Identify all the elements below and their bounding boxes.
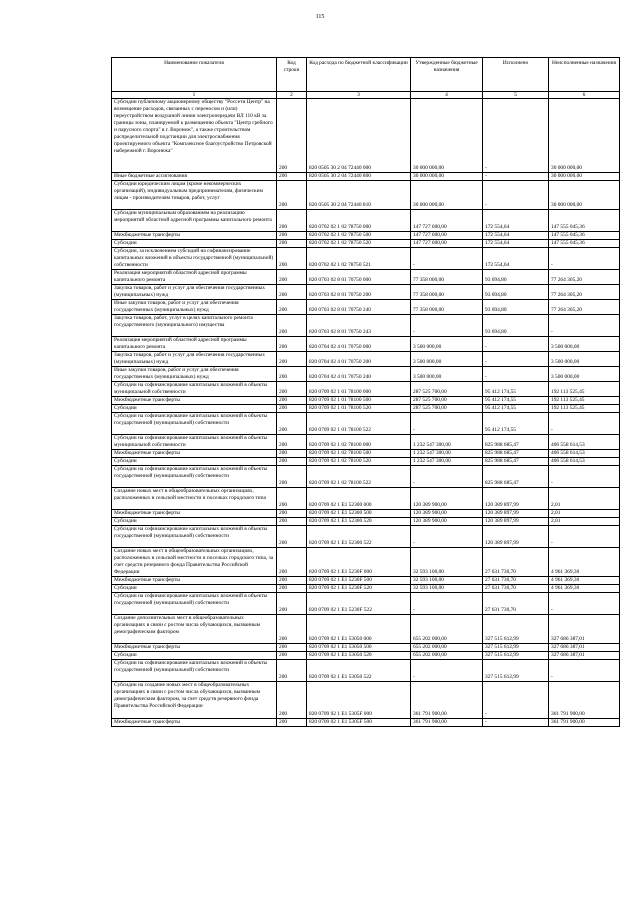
row-executed: 120 389 897,99 — [483, 526, 549, 548]
row-approved: 120 389 900,00 — [411, 518, 483, 526]
row-code: 200 — [277, 367, 307, 382]
row-approved: 287 525 700,00 — [411, 405, 483, 413]
row-approved: - — [411, 593, 483, 615]
table-row — [112, 458, 620, 466]
row-name: Реализация мероприятий областной адресной программы капитального ремонта — [112, 337, 277, 352]
row-approved: 1 232 547 300,00 — [411, 435, 483, 450]
row-executed: 93 694,80 — [483, 270, 549, 285]
row-code: 200 — [277, 181, 307, 210]
table-row — [112, 593, 620, 615]
row-approved: 30 000 000,00 — [411, 173, 483, 181]
table-row — [112, 644, 620, 652]
row-executed: 825 988 685,47 — [483, 450, 549, 458]
row-executed: 95 412 174,55 — [483, 405, 549, 413]
table-row — [112, 435, 620, 450]
table-row — [112, 352, 620, 367]
row-classification: 820 0709 02 1 E1 52300 500 — [307, 510, 411, 518]
row-unexecuted: - — [549, 315, 620, 337]
row-code: 200 — [277, 397, 307, 405]
row-classification: 820 0709 02 1 E1 5230F 520 — [307, 585, 411, 593]
row-classification: 820 0709 02 1 02 78100 520 — [307, 458, 411, 466]
row-code: 200 — [277, 315, 307, 337]
row-approved: - — [411, 248, 483, 270]
row-unexecuted: 2,01 — [549, 510, 620, 518]
row-executed: 120 389 897,99 — [483, 488, 549, 510]
row-approved: 147 727 600,00 — [411, 232, 483, 240]
table-row — [112, 181, 620, 210]
row-executed: 327 515 612,99 — [483, 652, 549, 660]
row-name: Создание новых мест в общеобразовательных организациях, расположенных в сельской местности и поселках городского типа — [112, 488, 277, 510]
row-classification: 820 0709 02 1 E1 5305F 500 — [307, 719, 411, 727]
table-body — [112, 99, 620, 727]
row-name: Субсидии — [112, 518, 277, 526]
row-executed: 327 515 612,99 — [483, 615, 549, 644]
row-unexecuted: 4 961 369,30 — [549, 548, 620, 577]
row-unexecuted: 406 558 614,53 — [549, 458, 620, 466]
row-code: 200 — [277, 458, 307, 466]
row-unexecuted: 361 791 900,00 — [549, 719, 620, 727]
row-name: Закупка товаров, работ и услуг для обеспечения государственных (муниципальных) нужд — [112, 352, 277, 367]
row-name: Субсидии на создание новых мест в общеобразовательных организациях в связи с ростом числа обучающихся, вызванным демографическим фактором, за счет средств резервного фонда Правительства Российской Федерации — [112, 682, 277, 719]
row-executed: 93 694,80 — [483, 300, 549, 315]
row-code: 200 — [277, 682, 307, 719]
row-classification: 820 0505 30 2 04 72440 000 — [307, 99, 411, 173]
row-name: Межбюджетные трансферты — [112, 644, 277, 652]
row-approved: 1 232 547 300,00 — [411, 450, 483, 458]
table-row — [112, 210, 620, 232]
table-row — [112, 585, 620, 593]
row-executed: 172 554,64 — [483, 232, 549, 240]
table-row — [112, 397, 620, 405]
row-executed: - — [483, 337, 549, 352]
table-row — [112, 285, 620, 300]
row-approved: 120 389 900,00 — [411, 510, 483, 518]
page-number: 115 — [315, 14, 325, 20]
row-name: Субсидии на софинансирование капитальных вложений в объекты муниципальной собственности — [112, 435, 277, 450]
row-name: Межбюджетные трансферты — [112, 232, 277, 240]
row-executed: 172 554,64 — [483, 210, 549, 232]
row-approved: - — [411, 660, 483, 682]
row-unexecuted: 192 113 525,45 — [549, 405, 620, 413]
row-executed: - — [483, 181, 549, 210]
row-classification: 820 0709 02 1 E1 53050 000 — [307, 615, 411, 644]
row-approved: 147 727 600,00 — [411, 240, 483, 248]
table-row — [112, 300, 620, 315]
table-row — [112, 315, 620, 337]
column-header-executed: Исполнено — [483, 58, 549, 92]
table-row — [112, 248, 620, 270]
row-unexecuted: 3 500 000,00 — [549, 367, 620, 382]
row-name: Субсидии — [112, 405, 277, 413]
row-name: Межбюджетные трансферты — [112, 510, 277, 518]
row-classification: 820 0709 02 1 02 78100 522 — [307, 466, 411, 488]
row-code: 200 — [277, 99, 307, 173]
row-executed: - — [483, 352, 549, 367]
row-name: Закупка товаров, работ, услуг в целях капитального ремонта государственного (муниципального) имущества — [112, 315, 277, 337]
row-unexecuted: - — [549, 660, 620, 682]
row-name: Иные бюджетные ассигнования — [112, 173, 277, 181]
row-code: 200 — [277, 652, 307, 660]
row-executed: 825 988 685,47 — [483, 458, 549, 466]
row-executed: 172 554,64 — [483, 248, 549, 270]
row-unexecuted: 30 000 000,00 — [549, 99, 620, 173]
budget-execution-table — [111, 57, 620, 727]
row-approved: 120 389 900,00 — [411, 488, 483, 510]
row-code: 200 — [277, 300, 307, 315]
table-row — [112, 466, 620, 488]
table-row — [112, 405, 620, 413]
row-classification: 820 0704 02 4 01 70750 000 — [307, 337, 411, 352]
row-code: 200 — [277, 352, 307, 367]
row-unexecuted: 327 686 387,01 — [549, 615, 620, 644]
table-row — [112, 450, 620, 458]
row-executed: - — [483, 367, 549, 382]
row-code: 200 — [277, 488, 307, 510]
table-row — [112, 488, 620, 510]
row-approved: - — [411, 315, 483, 337]
row-approved: 361 791 900,00 — [411, 682, 483, 719]
row-unexecuted: 4 961 369,30 — [549, 585, 620, 593]
row-unexecuted: 406 558 614,53 — [549, 450, 620, 458]
row-classification: 820 0703 02 8 01 70750 200 — [307, 285, 411, 300]
row-approved: 655 202 000,00 — [411, 644, 483, 652]
row-unexecuted: 147 555 045,36 — [549, 240, 620, 248]
row-unexecuted: 77 264 305,20 — [549, 270, 620, 285]
row-code: 200 — [277, 577, 307, 585]
column-header-approved: Утвержденные бюджетные назначения — [411, 58, 483, 92]
row-code: 200 — [277, 548, 307, 577]
row-code: 200 — [277, 660, 307, 682]
row-unexecuted: 77 264 305,20 — [549, 300, 620, 315]
row-approved: - — [411, 526, 483, 548]
row-unexecuted: 192 113 525,45 — [549, 382, 620, 397]
column-number: 5 — [483, 92, 549, 99]
row-executed: 120 389 897,99 — [483, 518, 549, 526]
row-name: Межбюджетные трансферты — [112, 719, 277, 727]
row-name: Межбюджетные трансферты — [112, 450, 277, 458]
row-classification: 820 0709 02 1 01 78100 500 — [307, 397, 411, 405]
row-name: Реализация мероприятий областной адресной программы капитального ремонта — [112, 270, 277, 285]
table-row — [112, 510, 620, 518]
row-name: Субсидии на софинансирование капитальных вложений в объекты государственной (муниципальной) собственности — [112, 526, 277, 548]
row-code: 200 — [277, 585, 307, 593]
row-classification: 820 0702 02 1 02 78750 500 — [307, 232, 411, 240]
table-row — [112, 660, 620, 682]
table-row — [112, 526, 620, 548]
row-classification: 820 0709 02 1 E1 53050 500 — [307, 644, 411, 652]
table-row — [112, 270, 620, 285]
table-row — [112, 173, 620, 181]
row-classification: 820 0703 02 8 01 70750 240 — [307, 300, 411, 315]
row-executed: 27 631 730,70 — [483, 548, 549, 577]
row-classification: 820 0702 02 1 02 78750 520 — [307, 240, 411, 248]
row-classification: 820 0505 30 2 04 72440 810 — [307, 181, 411, 210]
row-executed: 327 515 612,99 — [483, 660, 549, 682]
row-executed: 95 412 174,55 — [483, 382, 549, 397]
table-row — [112, 232, 620, 240]
row-name: Субсидии на софинансирование капитальных вложений в объекты муниципальной собственности — [112, 382, 277, 397]
column-number: 4 — [411, 92, 483, 99]
column-number: 2 — [277, 92, 307, 99]
row-classification: 820 0709 02 1 E1 53050 522 — [307, 660, 411, 682]
column-header-name: Наименование показателя — [112, 58, 277, 92]
row-unexecuted: 30 000 000,00 — [549, 173, 620, 181]
table-row — [112, 518, 620, 526]
row-code: 200 — [277, 644, 307, 652]
row-unexecuted: - — [549, 466, 620, 488]
row-classification: 820 0709 02 1 E1 52300 520 — [307, 518, 411, 526]
row-code: 200 — [277, 593, 307, 615]
row-code: 200 — [277, 173, 307, 181]
row-classification: 820 0709 02 1 E1 5230F 500 — [307, 577, 411, 585]
row-name: Межбюджетные трансферты — [112, 397, 277, 405]
row-executed: 27 631 730,70 — [483, 577, 549, 585]
row-code: 200 — [277, 337, 307, 352]
row-approved: 77 358 000,00 — [411, 285, 483, 300]
row-code: 200 — [277, 413, 307, 435]
row-code: 200 — [277, 240, 307, 248]
row-classification: 820 0702 02 1 02 78750 521 — [307, 248, 411, 270]
row-code: 200 — [277, 248, 307, 270]
row-executed: 95 412 174,55 — [483, 413, 549, 435]
row-unexecuted: 361 791 900,00 — [549, 682, 620, 719]
row-classification: 820 0704 02 4 01 70750 200 — [307, 352, 411, 367]
row-executed: 93 694,80 — [483, 315, 549, 337]
row-name: Субсидии — [112, 652, 277, 660]
row-unexecuted: - — [549, 526, 620, 548]
row-unexecuted: 327 686 387,01 — [549, 644, 620, 652]
row-classification: 820 0703 02 8 01 70750 243 — [307, 315, 411, 337]
row-code: 200 — [277, 285, 307, 300]
row-classification: 820 0709 02 1 E1 5305F 000 — [307, 682, 411, 719]
row-unexecuted: 147 555 045,36 — [549, 210, 620, 232]
row-name: Субсидии на софинансирование капитальных вложений в объекты государственной (муниципальной) собственности — [112, 593, 277, 615]
row-classification: 820 0709 02 1 E1 53050 520 — [307, 652, 411, 660]
row-approved: - — [411, 466, 483, 488]
table-row — [112, 99, 620, 173]
row-code: 200 — [277, 232, 307, 240]
row-code: 200 — [277, 466, 307, 488]
row-name: Создание новых мест в общеобразовательных организациях, расположенных в сельской местности и поселках городского типа, за счет средств резервного фонда Правительства Российской Федерации — [112, 548, 277, 577]
row-code: 200 — [277, 450, 307, 458]
table-row — [112, 719, 620, 727]
table-row — [112, 367, 620, 382]
column-number: 1 — [112, 92, 277, 99]
row-executed: 120 389 897,99 — [483, 510, 549, 518]
row-code: 200 — [277, 615, 307, 644]
row-approved: 3 500 000,00 — [411, 337, 483, 352]
row-unexecuted: 327 686 387,01 — [549, 652, 620, 660]
row-code: 200 — [277, 270, 307, 285]
row-unexecuted: - — [549, 248, 620, 270]
row-executed: - — [483, 719, 549, 727]
row-unexecuted: 2,01 — [549, 518, 620, 526]
row-code: 200 — [277, 435, 307, 450]
row-executed: 93 694,80 — [483, 285, 549, 300]
row-approved: 30 000 000,00 — [411, 99, 483, 173]
row-name: Субсидии на софинансирование капитальных вложений в объекты государственной (муниципальной) собственности — [112, 660, 277, 682]
row-approved: 655 202 000,00 — [411, 652, 483, 660]
row-approved: 77 358 000,00 — [411, 270, 483, 285]
row-approved: 655 202 000,00 — [411, 615, 483, 644]
row-unexecuted: 3 500 000,00 — [549, 352, 620, 367]
row-code: 200 — [277, 382, 307, 397]
row-unexecuted: - — [549, 413, 620, 435]
row-name: Субсидии на софинансирование капитальных вложений в объекты государственной (муниципальной) собственности — [112, 466, 277, 488]
row-name: Субсидии публичному акционерному обществу "Россети Центр" на возмещение расходов, связанных с переносом и (или) переустройством воздушной линии электропередачи ВЛ 110 кВ за границы зоны, планируемой к размещению объекта "Центр гребного и парусного спорта" в г. Воронеж", а также строительством распределительной подстанции для электроснабжения проектируемого объекта "Комплексное благоустройство Петровской набережной г. Воронежа" — [112, 99, 277, 173]
row-classification: 820 0703 02 8 01 70750 000 — [307, 270, 411, 285]
row-classification: 820 0702 02 1 02 78750 000 — [307, 210, 411, 232]
row-approved: 3 500 000,00 — [411, 367, 483, 382]
row-unexecuted: 147 555 045,36 — [549, 232, 620, 240]
row-approved: 32 593 100,00 — [411, 585, 483, 593]
table-row — [112, 615, 620, 644]
row-approved: 147 727 600,00 — [411, 210, 483, 232]
table-row — [112, 413, 620, 435]
row-classification: 820 0709 02 1 E1 52300 000 — [307, 488, 411, 510]
row-code: 200 — [277, 526, 307, 548]
row-code: 200 — [277, 518, 307, 526]
row-code: 200 — [277, 719, 307, 727]
column-numbers-row — [112, 92, 620, 99]
table-row — [112, 240, 620, 248]
row-classification: 820 0709 02 1 02 78100 000 — [307, 435, 411, 450]
row-unexecuted: 30 000 000,00 — [549, 181, 620, 210]
column-header-unexecuted: Неисполненные назначения — [549, 58, 620, 92]
row-name: Создание дополнительных мест в общеобразовательных организациях в связи с ростом числа обучающихся, вызванным демографическим фактором — [112, 615, 277, 644]
row-approved: 77 358 000,00 — [411, 300, 483, 315]
row-executed: 172 554,64 — [483, 240, 549, 248]
row-executed: - — [483, 99, 549, 173]
row-unexecuted: 406 558 614,53 — [549, 435, 620, 450]
row-classification: 820 0709 02 1 01 78100 520 — [307, 405, 411, 413]
table-row — [112, 682, 620, 719]
column-number: 3 — [307, 92, 411, 99]
row-approved: 287 525 700,00 — [411, 397, 483, 405]
column-number: 6 — [549, 92, 620, 99]
table-row — [112, 577, 620, 585]
row-executed: 327 515 612,99 — [483, 644, 549, 652]
row-classification: 820 0709 02 1 E1 5230F 000 — [307, 548, 411, 577]
row-executed: 27 631 730,70 — [483, 593, 549, 615]
row-name: Субсидии — [112, 585, 277, 593]
row-unexecuted: 77 264 305,20 — [549, 285, 620, 300]
row-classification: 820 0709 02 1 01 78100 522 — [307, 413, 411, 435]
row-approved: 1 232 547 300,00 — [411, 458, 483, 466]
row-executed: 95 412 174,55 — [483, 397, 549, 405]
row-name: Межбюджетные трансферты — [112, 577, 277, 585]
row-approved: 32 593 100,00 — [411, 548, 483, 577]
row-name: Субсидии на софинансирование капитальных вложений в объекты государственной (муниципальной) собственности — [112, 413, 277, 435]
header-row — [112, 58, 620, 92]
row-name: Субсидии, за исключением субсидий на софинансирование капитальных вложений в объекты государственной (муниципальной) собственности — [112, 248, 277, 270]
row-approved: 287 525 700,00 — [411, 382, 483, 397]
row-code: 200 — [277, 510, 307, 518]
row-executed: - — [483, 682, 549, 719]
table-row — [112, 382, 620, 397]
column-header-code: Код строки — [277, 58, 307, 92]
row-executed: 825 988 685,47 — [483, 466, 549, 488]
table-row — [112, 337, 620, 352]
row-unexecuted: 2,01 — [549, 488, 620, 510]
row-name: Иные закупки товаров, работ и услуг для обеспечения государственных (муниципальных) нужд — [112, 300, 277, 315]
row-name: Закупка товаров, работ и услуг для обеспечения государственных (муниципальных) нужд — [112, 285, 277, 300]
row-unexecuted: 4 961 369,30 — [549, 577, 620, 585]
row-name: Субсидии — [112, 240, 277, 248]
row-executed: 27 631 730,70 — [483, 585, 549, 593]
table-row — [112, 548, 620, 577]
row-classification: 820 0709 02 1 E1 5230F 522 — [307, 593, 411, 615]
row-classification: 820 0505 30 2 04 72440 800 — [307, 173, 411, 181]
row-executed: 825 988 685,47 — [483, 435, 549, 450]
row-name: Иные закупки товаров, работ и услуг для обеспечения государственных (муниципальных) нужд — [112, 367, 277, 382]
row-classification: 820 0709 02 1 E1 52300 522 — [307, 526, 411, 548]
row-approved: 3 500 000,00 — [411, 352, 483, 367]
row-approved: - — [411, 413, 483, 435]
row-approved: 361 791 900,00 — [411, 719, 483, 727]
row-executed: - — [483, 173, 549, 181]
row-name: Субсидии — [112, 458, 277, 466]
row-classification: 820 0709 02 1 01 78100 000 — [307, 382, 411, 397]
row-unexecuted: 192 113 525,45 — [549, 397, 620, 405]
row-name: Субсидии муниципальным образованиям на реализацию мероприятий областной адресной программы капитального ремонта — [112, 210, 277, 232]
row-unexecuted: - — [549, 593, 620, 615]
row-code: 200 — [277, 210, 307, 232]
row-code: 200 — [277, 405, 307, 413]
row-unexecuted: 3 500 000,00 — [549, 337, 620, 352]
row-name: Субсидии юридическим лицам (кроме некоммерческих организаций), индивидуальным предпринимателям, физическим лицам - производителям товаров, работ, услуг — [112, 181, 277, 210]
row-classification: 820 0709 02 1 02 78100 500 — [307, 450, 411, 458]
table-row — [112, 652, 620, 660]
row-approved: 32 593 100,00 — [411, 577, 483, 585]
row-approved: 30 000 000,00 — [411, 181, 483, 210]
row-classification: 820 0704 02 4 01 70750 240 — [307, 367, 411, 382]
column-header-classification: Код расхода по бюджетной классификации — [307, 58, 411, 92]
